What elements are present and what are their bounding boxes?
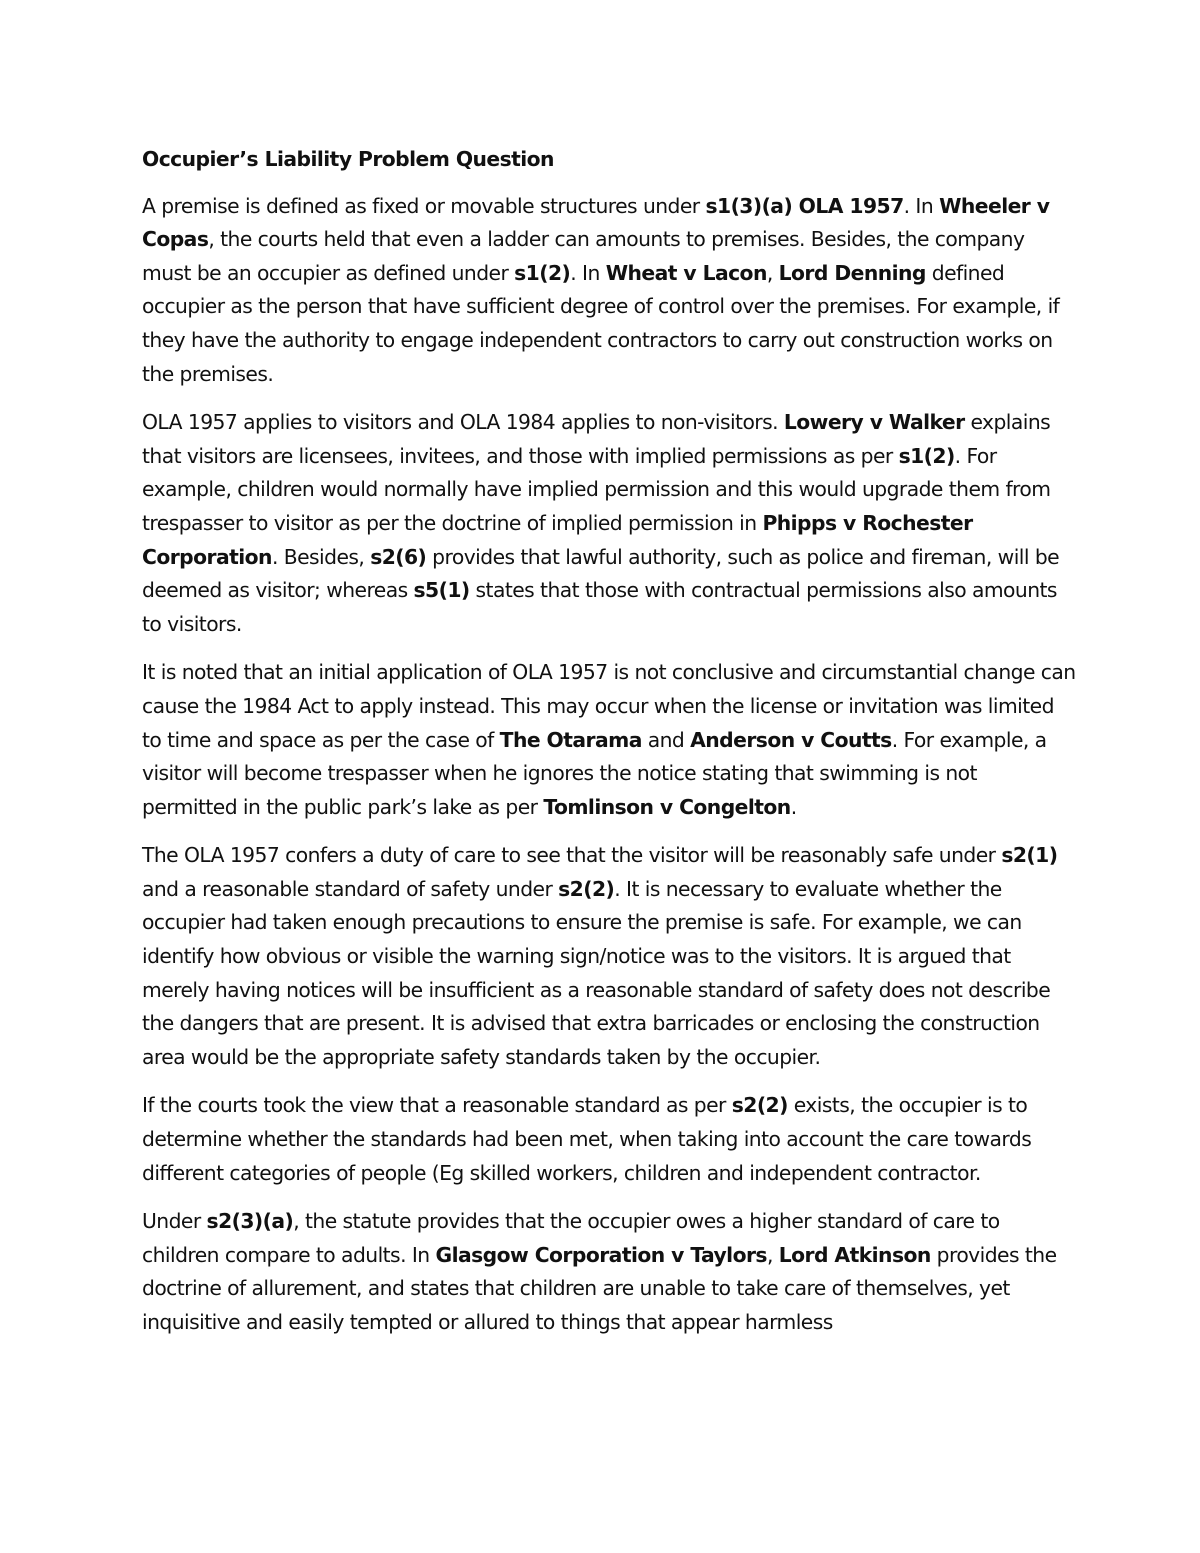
bold-text-run: s1(3)(a) OLA 1957 [705,193,904,218]
paragraph-container [142,190,1077,1340]
bold-text-run: Phipps v Rochester Corporation [142,510,973,569]
text-run: . For example, a visitor will become trespasser when he ignores the notice stating that swimming is not permitted in the public park’s lake as per [142,727,1047,819]
text-run: provides that lawful authority, such as police and fireman, will be deemed as visitor; whereas [142,544,1060,603]
text-run: and [641,727,691,752]
text-run: provides the doctrine of allurement, and states that children are unable to take care of themselves, yet inquisitive and easily tempted or allured to things that appear harmless [142,1242,1057,1334]
paragraph [142,656,1077,824]
document-body [142,143,1077,1355]
bold-text-run: s2(2) [558,876,615,901]
text-run: explains that visitors are licensees, invitees, and those with implied permissions as per [142,410,1051,468]
bold-text-run: Wheat v Lacon [605,260,767,285]
bold-text-run: s2(3)(a) [206,1209,294,1234]
text-run: . In [570,260,606,285]
document-title: Occupier’s Liability Problem Question [142,147,554,171]
bold-text-run: Wheeler v Copas [142,193,1050,252]
paragraph [142,839,1077,1074]
text-run: , the statute provides that the occupier owes a higher standard of care to children compare to adults. In [142,1209,1000,1267]
text-run: defined occupier as the person that have sufficient degree of control over the premises. For example, if they have the authority to engage independent contractors to carry out construction works on the premises. [142,260,1060,386]
text-run: . For example, children would normally have implied permission and this would upgrade them from trespasser to visitor as per the doctrine of implied permission in [142,443,1051,535]
text-run: . In [903,193,940,218]
text-run: It is noted that an initial application of OLA 1957 is not conclusive and circumstantial change can cause the 1984 Act to apply instead. This may occur when the license or invitation was limited to time and space as per the case of [142,660,1076,752]
paragraph [142,406,1077,641]
bold-text-run: Tomlinson v Congelton [543,794,791,819]
bold-text-run: s2(1) [1001,843,1058,868]
text-run: . Besides, [271,544,371,569]
text-run: states that those with contractual permissions also amounts to visitors. [142,578,1057,636]
bold-text-run: Glasgow Corporation v Taylors [435,1242,767,1267]
paragraph [142,1089,1077,1190]
text-run: exists, the occupier is to determine whether the standards had been met, when taking into account the care towards different categories of people (Eg skilled workers, children and independent contractor. [142,1093,1032,1185]
text-run: , the courts held that even a ladder can amounts to premises. Besides, the company must be an occupier as defined under [142,227,1025,285]
text-run: . [790,794,797,819]
bold-text-run: Lord Atkinson [778,1242,931,1267]
bold-text-run: Anderson v Coutts [690,727,892,752]
text-run: , [766,260,779,285]
bold-text-run: The Otarama [499,727,642,752]
paragraph [142,1205,1077,1339]
text-run: , [766,1242,779,1267]
bold-text-run: s5(1) [413,578,470,603]
text-run: Under [142,1209,207,1234]
text-run: If the courts took the view that a reasonable standard as per [142,1093,732,1118]
text-run: The OLA 1957 confers a duty of care to see that the visitor will be reasonably safe under [142,843,1002,868]
bold-text-run: s2(6) [370,544,427,569]
text-run: A premise is defined as fixed or movable structures under [142,193,706,218]
bold-text-run: s1(2) [514,260,571,285]
bold-text-run: s1(2) [898,443,955,468]
bold-text-run: Lord Denning [778,260,926,285]
text-run: . It is necessary to evaluate whether the occupier had taken enough precautions to ensure the premise is safe. For example, we can identify how obvious or visible the warning sign/notice was to the visitors. It is argued that merely having notices will be insufficient as a reasonable standard of safety does not describe the dangers that are present. It is advised that extra barricades or enclosing the construction area would be the appropriate safety standards taken by the occupier. [142,876,1051,1069]
bold-text-run: s2(2) [731,1093,788,1118]
bold-text-run: Lowery v Walker [783,410,965,435]
paragraph [142,190,1077,392]
text-run: OLA 1957 applies to visitors and OLA 1984 applies to non-visitors. [142,410,784,435]
text-run: and a reasonable standard of safety under [142,876,559,901]
